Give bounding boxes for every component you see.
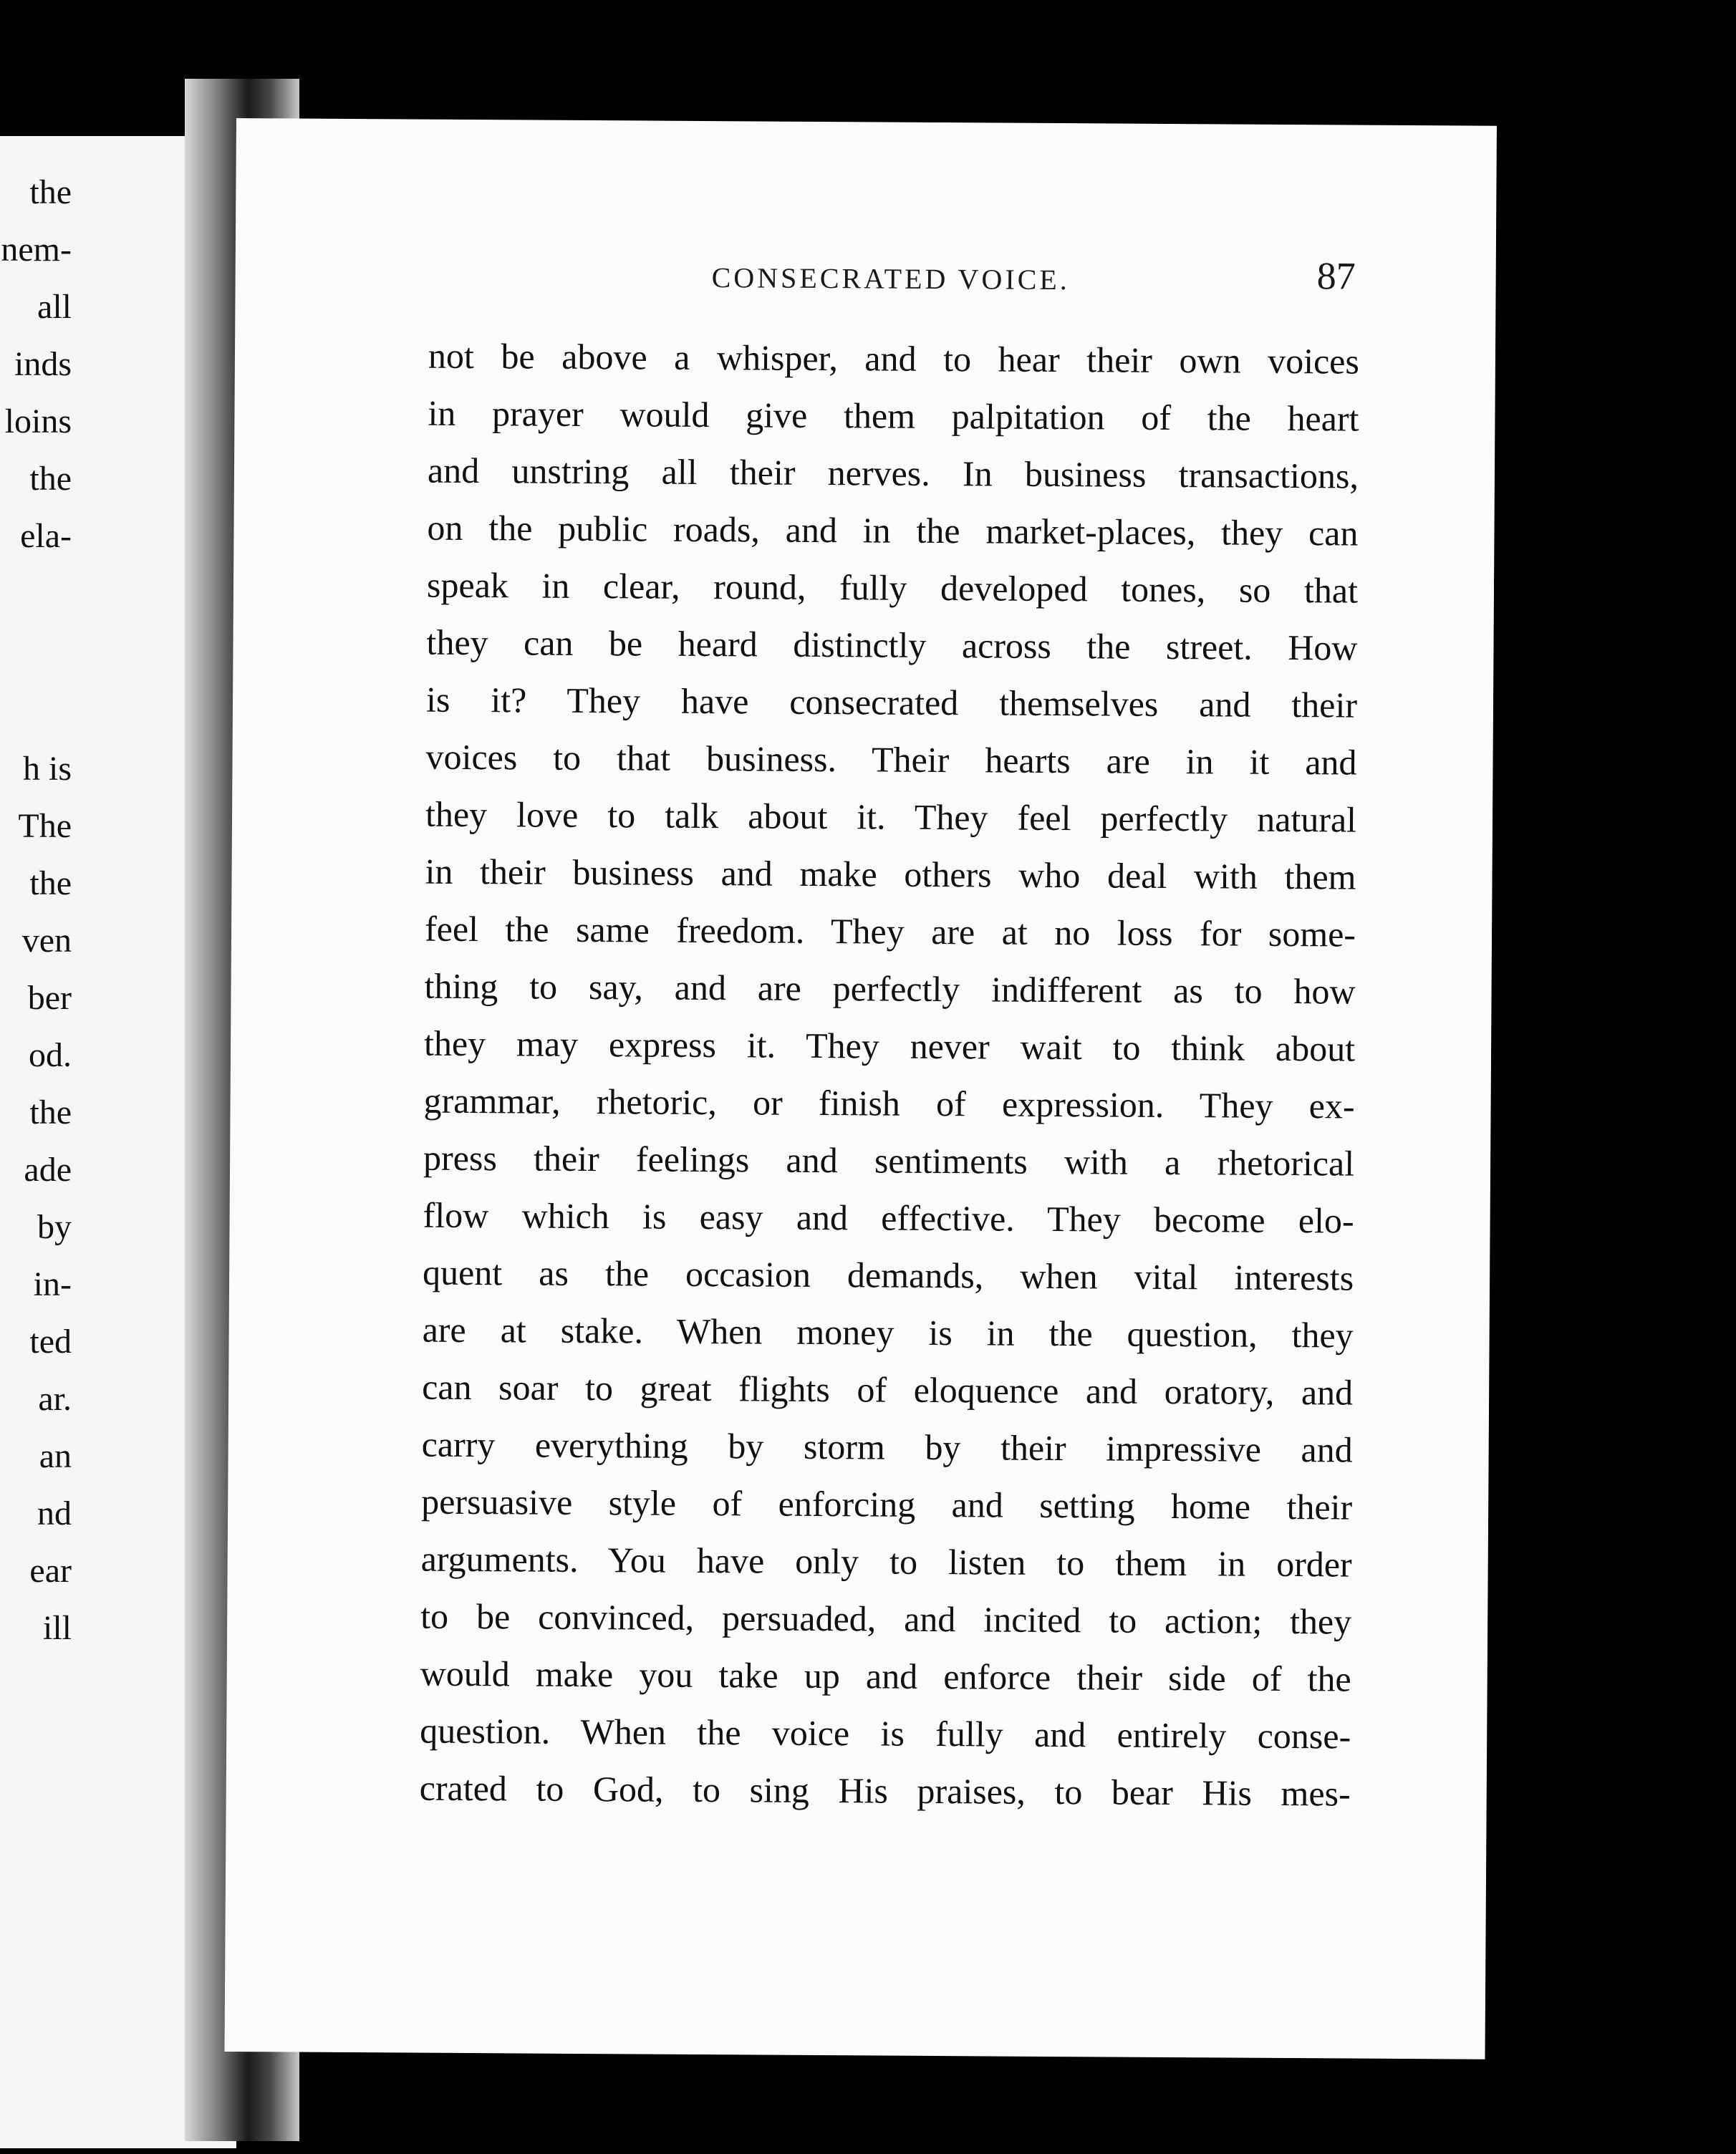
text-line: to be convinced, persuaded, and incited to action; they [420,1595,1352,1642]
left-page-line: ber [27,979,72,1017]
text-line: and unstring all their nerves. In business transactions, [427,450,1359,496]
left-page-line: ill [42,1609,72,1647]
text-line: carry everything by storm by their impressive and [421,1424,1353,1470]
text-line: on the public roads, and in the market-places, they can [427,507,1359,554]
right-page [225,118,1497,2059]
left-page-line: ade [24,1151,72,1189]
left-page-line: all [37,288,72,326]
left-page-line: ela- [20,517,72,555]
running-head: CONSECRATED VOICE. [711,261,1070,296]
text-line: grammar, rhetoric, or finish of expression. They ex- [423,1080,1355,1126]
left-page-line: ear [29,1552,72,1590]
left-page-line: nd [37,1494,72,1532]
text-line: they love to talk about it. They feel perfectly natural [425,793,1357,840]
text-line: question. When the voice is fully and entirely conse- [420,1710,1351,1757]
text-line: arguments. You have only to listen to them in order [420,1538,1352,1585]
text-line: in prayer would give them palpitation of the heart [428,392,1359,439]
text-line: crated to God, to sing His praises, to bear His mes- [419,1767,1351,1814]
left-page-line: the [29,173,72,211]
left-page-line: od. [29,1036,72,1074]
text-line: not be above a whisper, and to hear their own voices [428,335,1360,382]
left-page-line: by [37,1208,72,1246]
text-line: feel the same freedom. They are at no loss for some- [424,908,1356,955]
text-line: is it? They have consecrated themselves and their [425,679,1358,725]
left-page-line: ven [21,922,72,960]
left-page-line: an [39,1437,72,1475]
text-line: they can be heard distinctly across the street. How [426,622,1358,668]
left-page-line: ar. [38,1380,72,1418]
left-page-line: the [29,864,72,902]
text-line: are at stake. When money is in the question, they [422,1309,1354,1356]
left-page-line: the [29,460,72,498]
body-text [420,327,1360,1822]
left-page-line: ted [29,1323,72,1361]
text-line: quent as the occasion demands, when vital interests [422,1252,1354,1298]
text-line: voices to that business. Their hearts are in it and [425,736,1357,783]
left-page-line: in- [33,1265,72,1303]
text-line: would make you take up and enforce their side of the [420,1653,1351,1699]
text-line: in their business and make others who deal with them [425,851,1356,897]
text-line: persuasive style of enforcing and setting home their [421,1481,1353,1527]
text-line: flow which is easy and effective. They become elo- [423,1194,1354,1241]
text-line: speak in clear, round, fully developed tones, so that [426,564,1359,611]
text-line: thing to say, and are perfectly indifferent as to how [424,965,1356,1012]
text-line: can soar to great flights of eloquence and oratory, and [422,1366,1354,1413]
left-page-line: loins [4,402,72,440]
text-line: press their feelings and sentiments with a rhetorical [423,1137,1355,1184]
left-page-line: the [29,1093,72,1131]
left-page-line: inds [14,345,72,383]
text-line: they may express it. They never wait to think about [423,1023,1356,1069]
left-page-line: h is [22,750,72,788]
left-page-line: nem- [1,231,72,269]
page-number: 87 [1316,254,1356,298]
left-page-line: The [18,807,72,845]
